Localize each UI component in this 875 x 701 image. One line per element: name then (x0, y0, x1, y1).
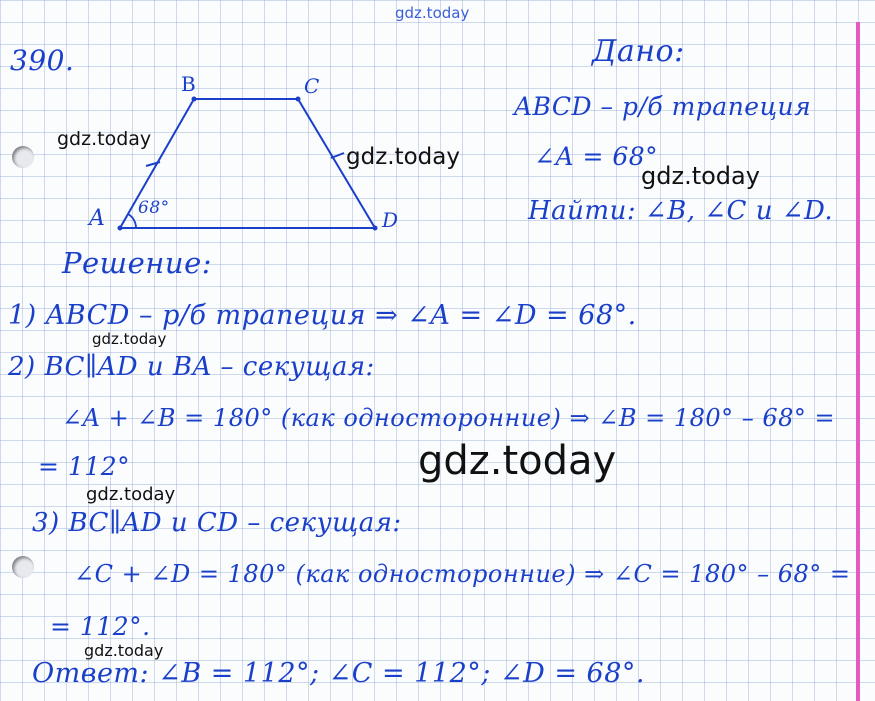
solution-step-2-result: = 112° (38, 452, 131, 481)
given-heading: Дано: (592, 34, 685, 69)
problem-number: 390. (10, 44, 75, 77)
watermark: gdz.today (86, 484, 176, 505)
vertex-point-b (192, 97, 197, 102)
solution-step-1: 1) ABCD – р/б трапеция ⇒ ∠A = ∠D = 68°. (8, 300, 637, 331)
watermark: gdz.today (57, 128, 152, 150)
watermark-top: gdz.today (395, 4, 470, 22)
solution-step-3-result: = 112°. (50, 612, 151, 641)
solution-step-3: 3) BC∥AD и CD – секущая: (32, 508, 402, 538)
solution-step-2-equation: ∠A + ∠B = 180° (как односторонние) ⇒ ∠B = 180° – 68° = (62, 404, 836, 432)
find-line: Найти: ∠B, ∠C и ∠D. (528, 196, 834, 226)
given-line-2: ∠A = 68° (534, 142, 659, 171)
tick-mark-cd (331, 153, 344, 158)
vertex-point-d (373, 226, 378, 231)
watermark: gdz.today (84, 641, 164, 660)
solution-heading: Решение: (62, 246, 213, 280)
solution-step-2: 2) BC∥AD и BA – секущая: (8, 352, 375, 382)
watermark-large: gdz.today (418, 438, 617, 484)
vertex-label-a: A (89, 206, 106, 231)
vertex-point-a (118, 226, 123, 231)
watermark: gdz.today (92, 330, 167, 348)
vertex-label-b: B (181, 72, 197, 96)
vertex-point-c (296, 97, 301, 102)
vertex-label-c: C (304, 74, 320, 98)
answer-line: Ответ: ∠B = 112°; ∠C = 112°; ∠D = 68°. (32, 658, 645, 689)
angle-label-a: 68° (138, 198, 170, 218)
solution-step-3-equation: ∠C + ∠D = 180° (как односторонние) ⇒ ∠C = 180° – 68° = (74, 560, 851, 588)
tick-mark-ab (146, 162, 160, 166)
watermark: gdz.today (346, 144, 460, 170)
watermark: gdz.today (641, 162, 760, 190)
given-line-1: ABCD – р/б трапеция (514, 92, 812, 121)
angle-arc-a (128, 214, 136, 228)
vertex-label-d: D (382, 208, 399, 232)
